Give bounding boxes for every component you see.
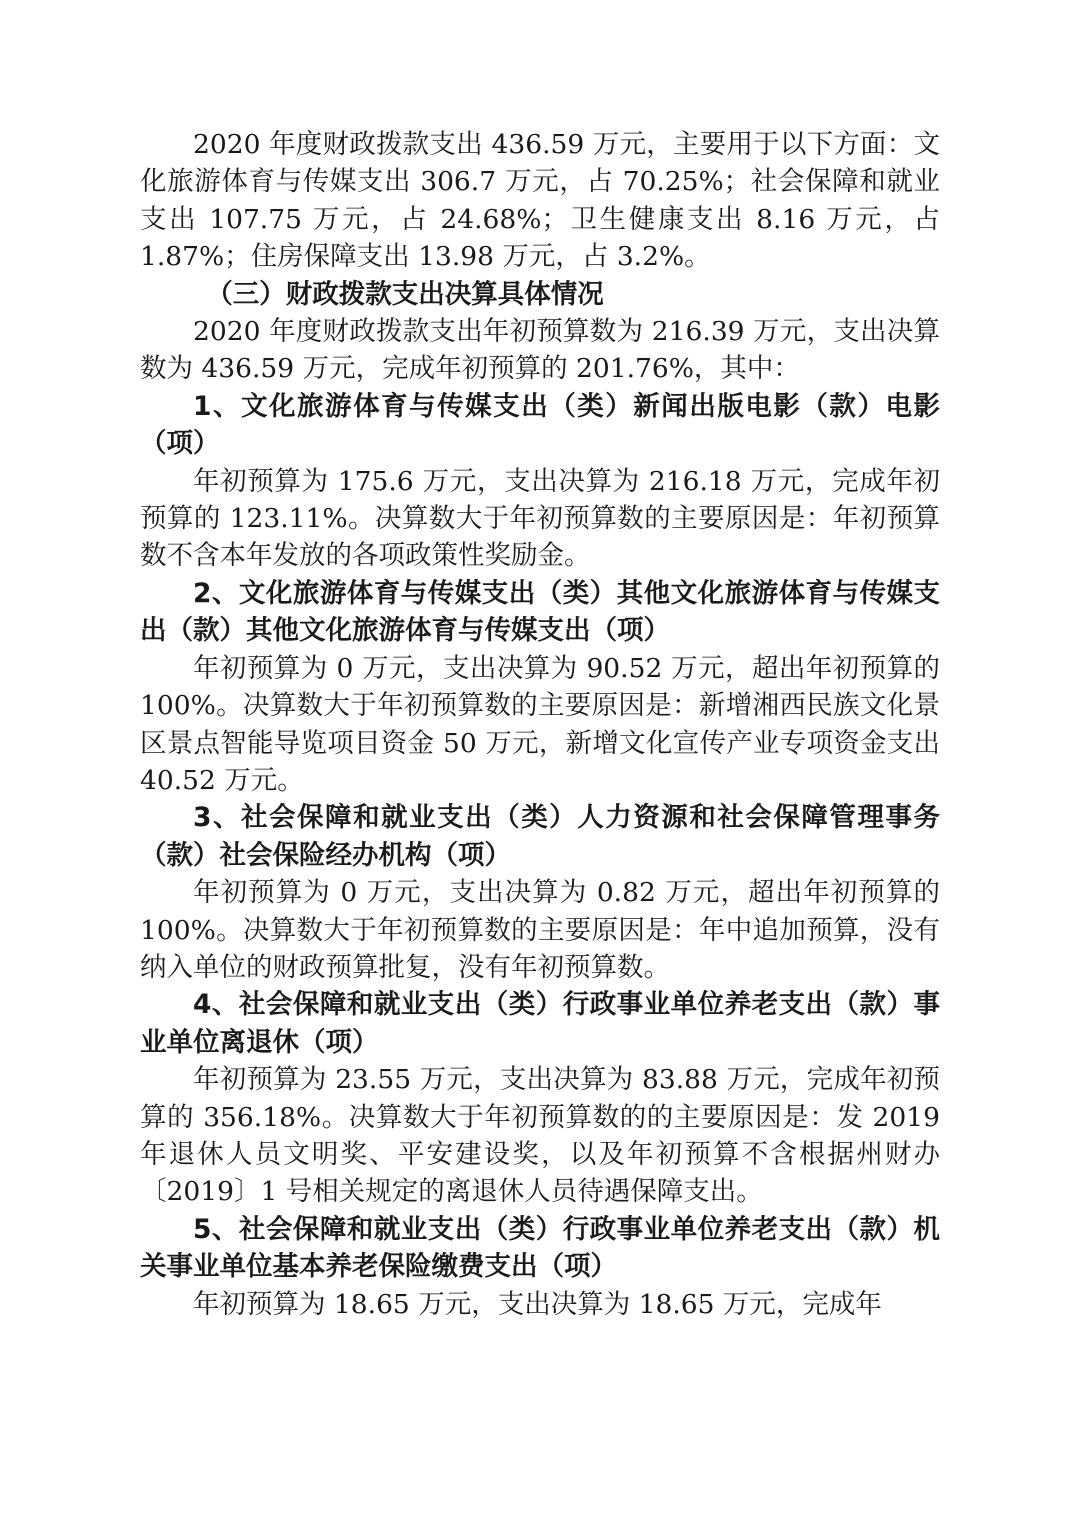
item-heading-5: 5、社会保障和就业支出（类）行政事业单位养老支出（款）机关事业单位基本养老保险缴费支出（项） bbox=[140, 1213, 940, 1283]
item-body-3: 年初预算为 0 万元，支出决算为 0.82 万元，超出年初预算的 100%。决算数大于年初预算数的主要原因是：年中追加预算，没有纳入单位的财政预算批复，没有年初预算数。 bbox=[140, 877, 940, 983]
item-heading-4: 4、社会保障和就业支出（类）行政事业单位养老支出（款）事业单位离退休（项） bbox=[140, 989, 940, 1058]
item-body-2: 年初预算为 0 万元，支出决算为 90.52 万元，超出年初预算的 100%。决算数大于年初预算数的主要原因是：新增湘西民族文化景区景点智能导览项目资金 50 万元，新增文化宣传产业专项资金支出 40.52 万元。 bbox=[140, 652, 940, 796]
paragraph-expenditure-summary: 2020 年度财政拨款支出 436.59 万元，主要用于以下方面：文化旅游体育与传媒支出 306.7 万元，占 70.25%；社会保障和就业支出 107.75 万元，占 24.68%；卫生健康支出 8.16 万元，占 1.87%；住房保障支出 13.98 万元，占 3.2%。 bbox=[140, 129, 940, 273]
section-heading-3: （三）财政拨款支出决算具体情况 bbox=[206, 278, 604, 310]
item-heading-2: 2、文化旅游体育与传媒支出（类）其他文化旅游体育与传媒支出（款）其他文化旅游体育与传媒支出（项） bbox=[140, 577, 940, 647]
paragraph-budget-overview: 2020 年度财政拨款支出年初预算数为 216.39 万元，支出决算数为 436.59 万元，完成年初预算的 201.76%，其中： bbox=[140, 316, 940, 385]
item-body-5: 年初预算为 18.65 万元，支出决算为 18.65 万元，完成年 bbox=[193, 1288, 882, 1320]
item-body-1: 年初预算为 175.6 万元，支出决算为 216.18 万元，完成年初预算的 123.11%。决算数大于年初预算数的主要原因是：年初预算数不含本年发放的各项政策性奖励金。 bbox=[140, 465, 940, 572]
item-body-4: 年初预算为 23.55 万元，支出决算为 83.88 万元，完成年初预算的 356.18%。决算数大于年初预算数的的主要原因是：发 2019 年退休人员文明奖、平安建设奖，以及年初预算不含根据州财办〔2019〕1 号相关规定的离退休人员待遇保障支出。 bbox=[140, 1064, 940, 1208]
document-page bbox=[140, 126, 940, 1323]
item-heading-3: 3、社会保障和就业支出（类）人力资源和社会保障管理事务（款）社会保险经办机构（项） bbox=[140, 802, 940, 871]
item-heading-1: 1、文化旅游体育与传媒支出（类）新闻出版电影（款）电影（项） bbox=[140, 390, 940, 460]
